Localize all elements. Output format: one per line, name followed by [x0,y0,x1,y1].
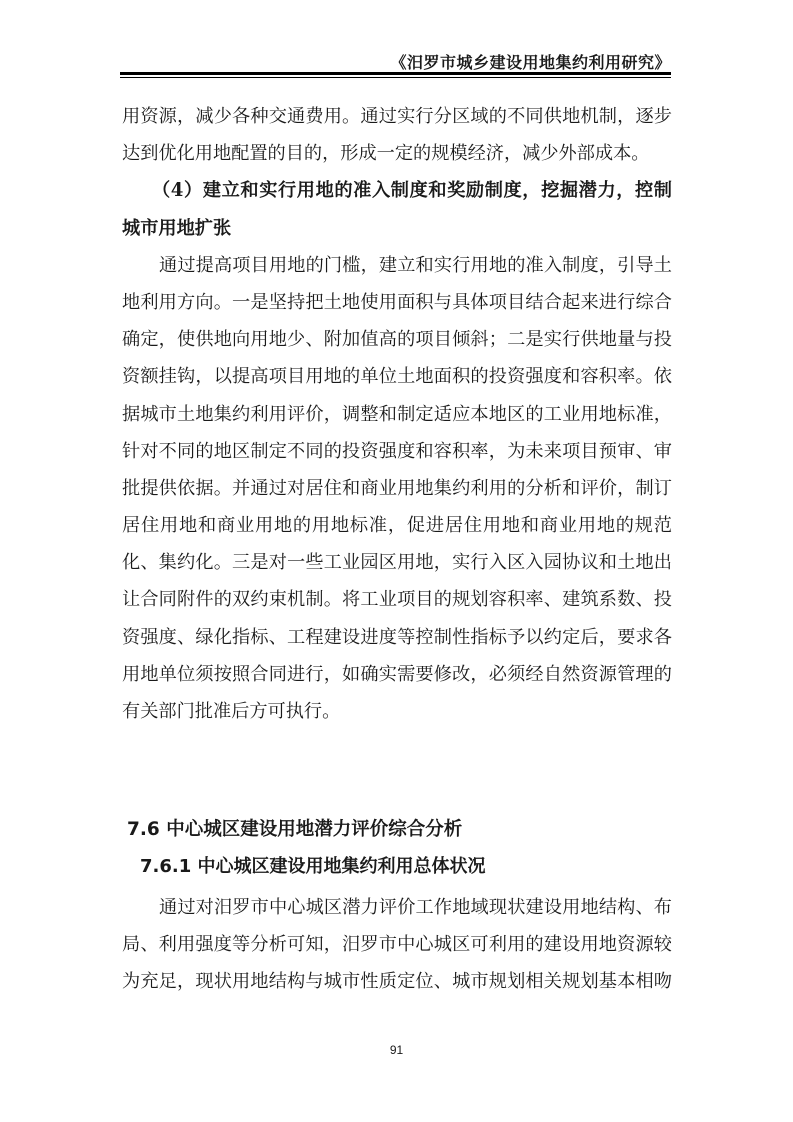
paragraph-line: 为充足，现状用地结构与城市性质定位、城市规划相关规划基本相吻 [122,971,672,993]
header-rule-thick [120,72,671,75]
paragraph-line: 用地单位须按照合同进行，如确实需要修改，必须经自然资源管理的 [122,663,672,685]
running-header-title: 《汨罗市城乡建设用地集约利用研究》 [390,53,671,72]
paragraph-line: 通过对汨罗市中心城区潜力评价工作地域现状建设用地结构、布 [159,897,672,918]
paragraph-line: 居住用地和商业用地的用地标准，促进居住用地和商业用地的规范 [122,515,672,537]
section-heading: 7.6 中心城区建设用地潜力评价综合分析 [127,819,463,840]
page-body-continued [122,889,672,1001]
subheading-4-line1: （4）建立和实行用地的准入制度和奖励制度，挖掘潜力，控制 [152,180,672,202]
header-rule-thin [120,77,671,78]
paragraph-line: 通过提高项目用地的门槛，建立和实行用地的准入制度，引导土 [159,254,672,276]
paragraph-line: 化、集约化。三是对一些工业园区用地，实行入区入园协议和土地出 [122,552,672,574]
subheading-4-line2: 城市用地扩张 [122,217,232,239]
paragraph-line: 达到优化用地配置的目的，形成一定的规模经济，减少外部成本。 [122,143,650,165]
paragraph-line: 资强度、绿化指标、工程建设进度等控制性指标予以约定后，要求各 [122,626,672,648]
paragraph-line: 有关部门批准后方可执行。 [122,701,341,722]
paragraph-line: 批提供依据。并通过对居住和商业用地集约利用的分析和评价，制订 [122,477,672,499]
paragraph-line: 地利用方向。一是坚持把土地使用面积与具体项目结合起来进行综合 [122,291,672,313]
paragraph-line: 让合同附件的双约束机制。将工业项目的规划容积率、建筑系数、投 [122,589,672,611]
page-body [122,98,672,730]
paragraph-line: 局、利用强度等分析可知，汨罗市中心城区可利用的建设用地资源较 [122,934,672,956]
page-number: 91 [389,1043,404,1057]
paragraph-line: 确定，使供地向用地少、附加值高的项目倾斜；二是实行供地量与投 [122,329,672,351]
paragraph-line: 针对不同的地区制定不同的投资强度和容积率，为未来项目预审、审 [122,440,672,462]
paragraph-line: 资额挂钩，以提高项目用地的单位土地面积的投资强度和容积率。依 [122,366,672,388]
paragraph-line: 据城市土地集约利用评价，调整和制定适应本地区的工业用地标准， [122,403,672,425]
paragraph-line: 用资源，减少各种交通费用。通过实行分区域的不同供地机制，逐步 [122,106,672,127]
subsection-heading: 7.6.1 中心城区建设用地集约利用总体状况 [140,856,486,877]
